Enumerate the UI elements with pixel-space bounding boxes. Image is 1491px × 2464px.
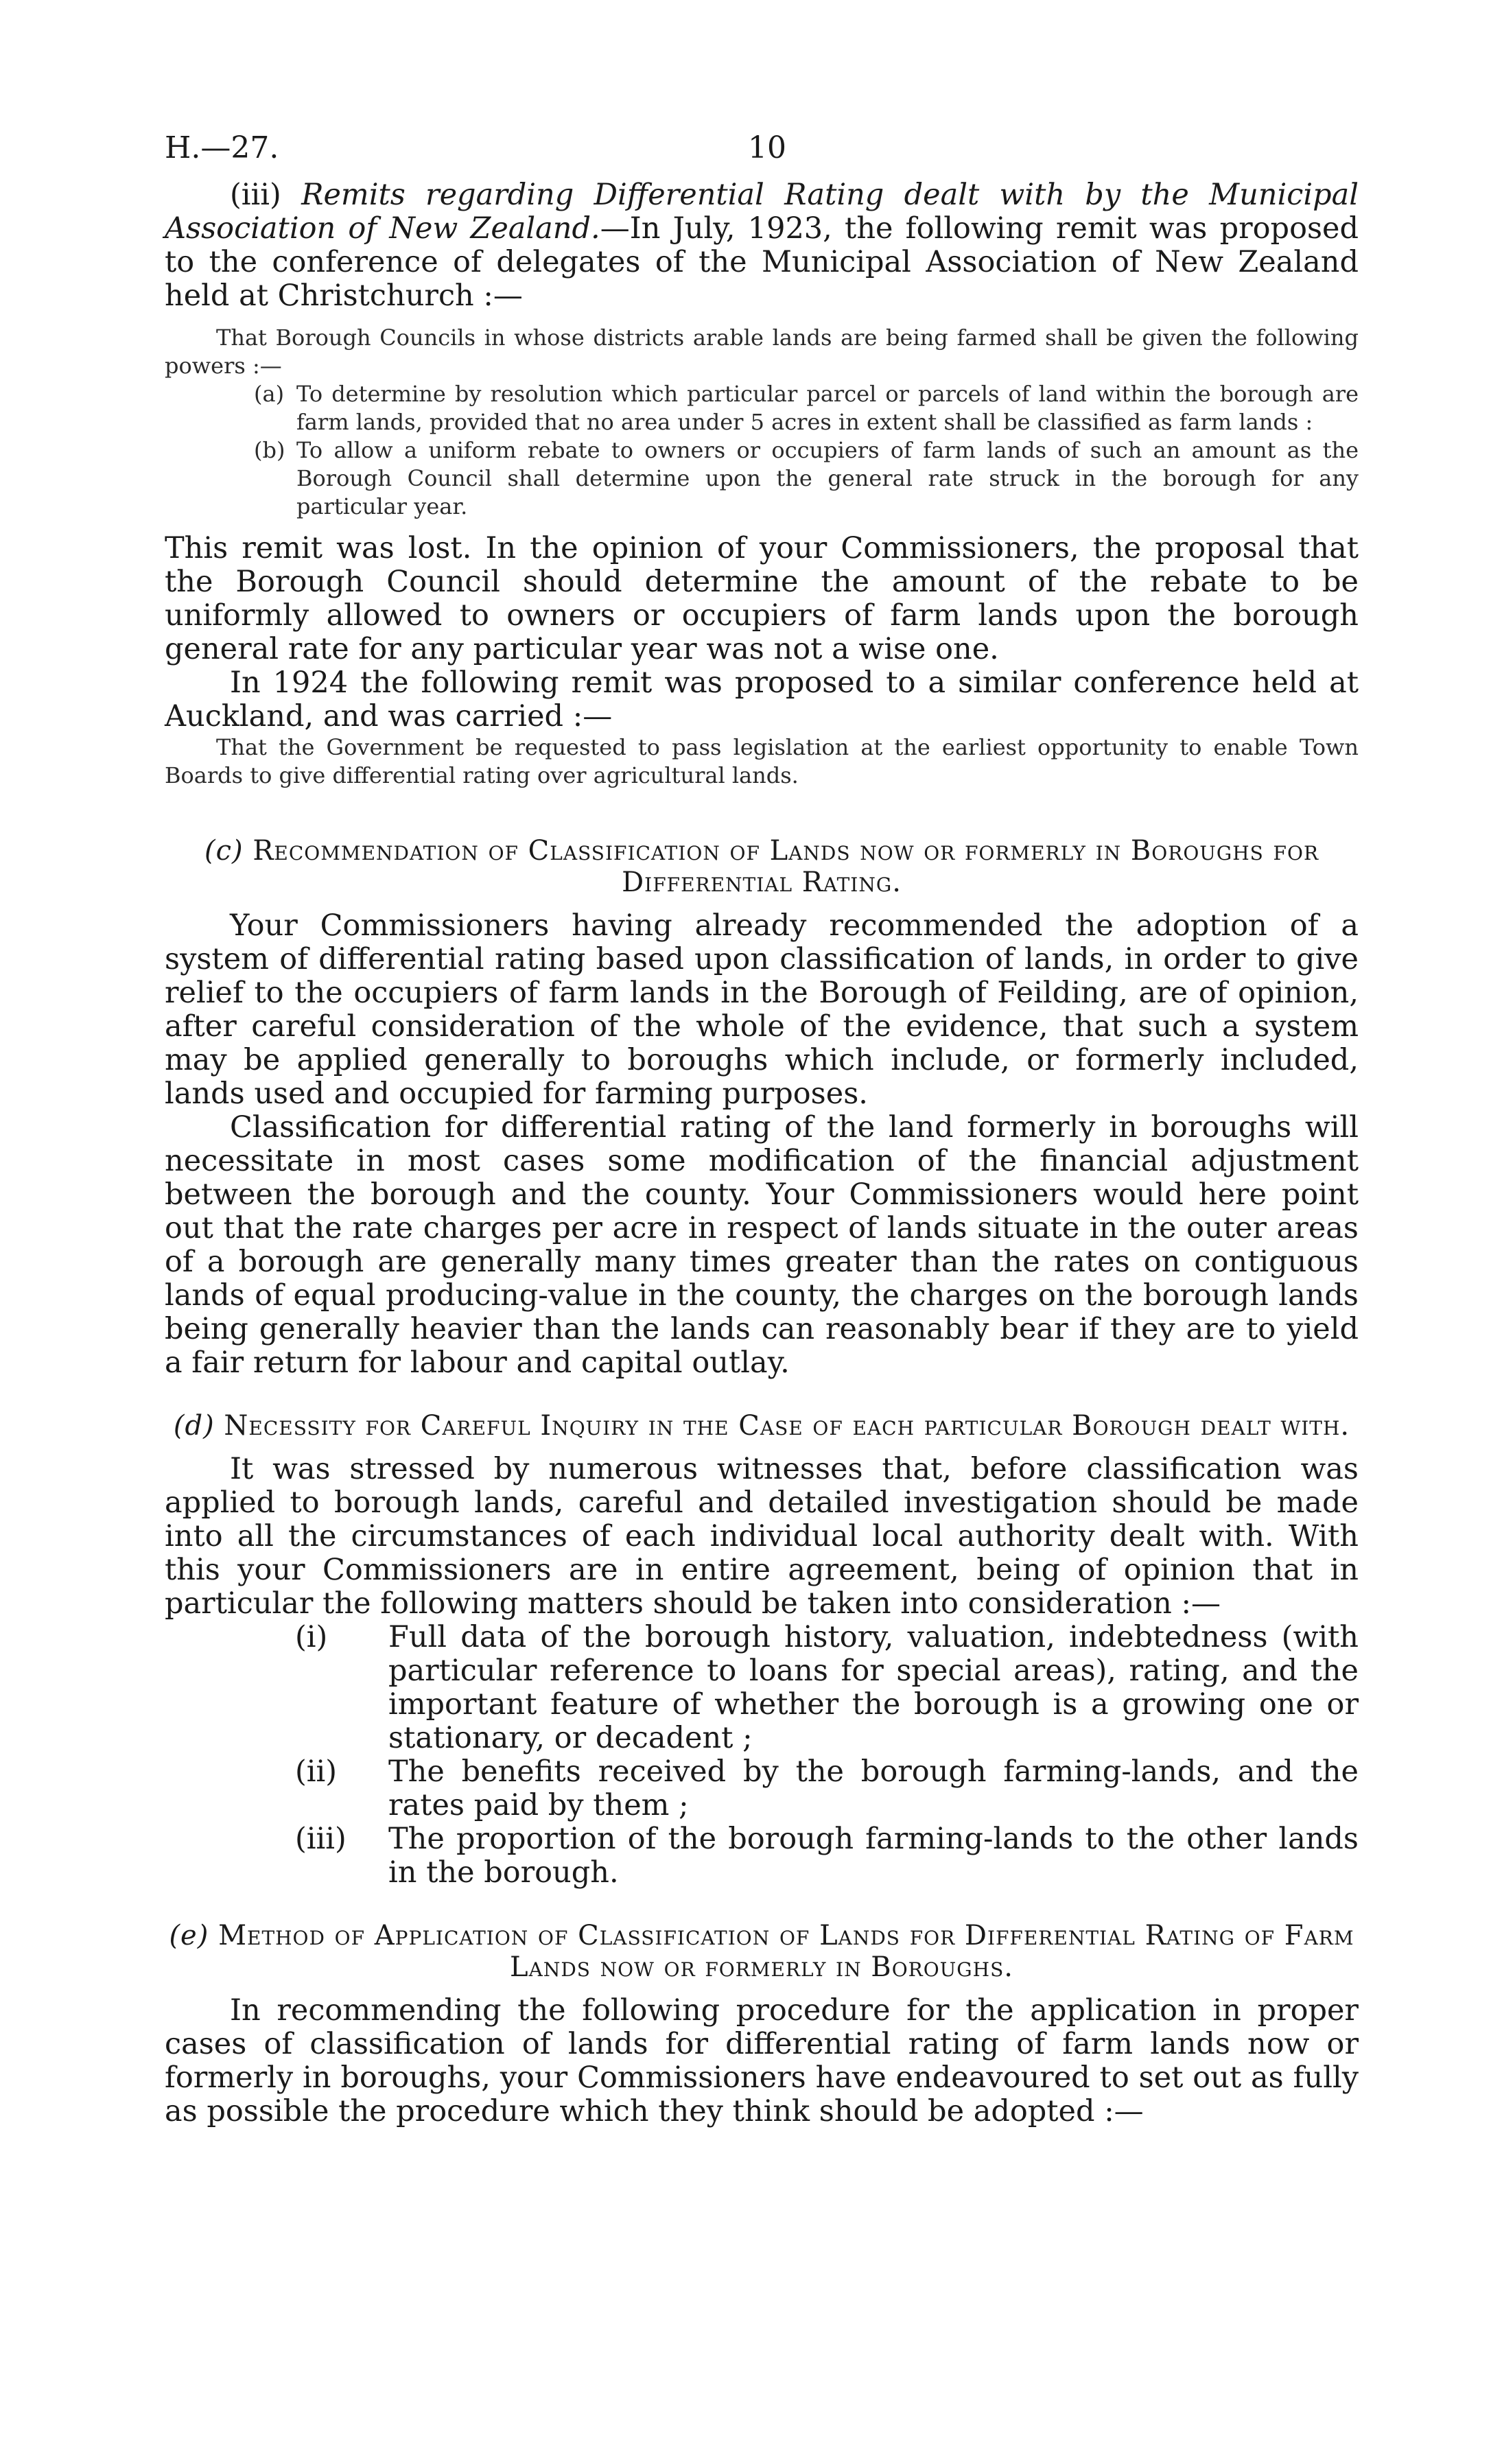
list-item: [254, 380, 1359, 436]
remit-1923-list: [254, 380, 1359, 521]
list-item-text: The benefits received by the borough farming-lands, and the rates paid by them ;: [388, 1755, 1359, 1822]
list-item-marker: (b): [254, 437, 285, 463]
list-item: [295, 1621, 1359, 1755]
remit-1924-intro: In 1924 the following remit was proposed to a similar conference held at Auckland, and was carried :—: [165, 666, 1359, 734]
section-e-title: Method of Application of Classification of Lands for Differential Rating of Farm Lands now or formerly in Boroughs.: [218, 1920, 1354, 1983]
remit-1923-text: That Borough Councils in whose districts arable lands are being farmed shall be given the following powers :—: [165, 325, 1359, 379]
list-item-text: The proportion of the borough farming-lands to the other lands in the borough.: [388, 1822, 1359, 1890]
section-c-heading: [165, 835, 1359, 898]
document-page: [165, 130, 1359, 2128]
section-d-marker: (d): [173, 1410, 215, 1442]
list-item: [295, 1755, 1359, 1822]
intro-paragraph: [165, 178, 1359, 313]
page-header: [165, 130, 1359, 178]
intro-title: Remits regarding Differential Rating dealt with by the Municipal Association of New Zealand.: [165, 178, 1359, 246]
list-item-marker: (iii): [295, 1822, 347, 1856]
list-item: [295, 1822, 1359, 1890]
section-e-paragraph: In recommending the following procedure for the application in proper cases of classification of lands for differential rating of farm lands now or formerly in boroughs, your Commissioners have endeavoured to set out as fully as possible the procedure which they think should be adopted :—: [165, 1993, 1359, 2128]
list-item-text: To determine by resolution which particular parcel or parcels of land within the borough are farm lands, provided that no area under 5 acres in extent shall be classified as farm lands :: [296, 381, 1359, 435]
section-c-marker: (c): [204, 835, 244, 867]
intro-marker: (iii): [230, 178, 281, 212]
list-item: [254, 436, 1359, 521]
list-item-marker: (a): [254, 381, 285, 407]
remit-lost-paragraph: This remit was lost. In the opinion of your Commissioners, the proposal that the Borough Council should determine the amount of the rebate to be uniformly allowed to owners or occupiers of farm lands upon the borough general rate for any particular year was not a wise one.: [165, 531, 1359, 666]
section-e-heading: [165, 1920, 1359, 1983]
intro-text: —In July, 1923, the following remit was proposed to the conference of delegates of the Municipal Association of New Zealand held at Christchurch :—: [165, 211, 1359, 313]
section-c-paragraph-2: Classification for differential rating of the land formerly in boroughs will necessitate in most cases some modification of the financial adjustment between the borough and the county. Your Commissioners would here point out that the rate charges per acre in respect of lands situate in the outer areas of a borough are generally many times greater than the rates on contiguous lands of equal producing-value in the county, the charges on the borough lands being generally heavier than the lands can reasonably bear if they are to yield a fair return for labour and capital outlay.: [165, 1110, 1359, 1380]
page-number: 10: [748, 130, 786, 165]
document-reference: H.—27.: [165, 130, 279, 165]
section-c-title: Recommendation of Classification of Lands now or formerly in Boroughs for Differential Rating.: [253, 835, 1319, 898]
section-d-paragraph: It was stressed by numerous witnesses that, before classification was applied to borough lands, careful and detailed investigation should be made into all the circumstances of each individual local authority dealt with. With this your Commissioners are in entire agreement, being of opinion that in particular the following matters should be taken into consideration :—: [165, 1452, 1359, 1621]
list-item-marker: (ii): [295, 1755, 338, 1789]
list-item-text: Full data of the borough history, valuation, indebtedness (with particular reference to loans for special areas), rating, and the important feature of whether the borough is a growing one or stationary, or decadent ;: [388, 1620, 1359, 1755]
list-item-text: To allow a uniform rebate to owners or occupiers of farm lands of such an amount as the Borough Council shall determine upon the general rate struck in the borough for any particular year.: [296, 437, 1359, 519]
section-d-title: Necessity for Careful Inquiry in the Case of each particular Borough dealt with.: [224, 1410, 1350, 1442]
section-e-marker: (e): [169, 1920, 209, 1951]
section-d-heading: [165, 1410, 1359, 1442]
section-d-list: [295, 1621, 1359, 1890]
list-item-marker: (i): [295, 1620, 328, 1654]
remit-1924-text: That the Government be requested to pass legislation at the earliest opportunity to enable Town Boards to give differential rating over agricultural lands.: [165, 734, 1359, 788]
section-c-paragraph-1: Your Commissioners having already recommended the adoption of a system of differential rating based upon classification of lands, in order to give relief to the occupiers of farm lands in the Borough of Feilding, are of opinion, after careful consideration of the whole of the evidence, that such a system may be applied generally to boroughs which include, or formerly included, lands used and occupied for farming purposes.: [165, 908, 1359, 1111]
